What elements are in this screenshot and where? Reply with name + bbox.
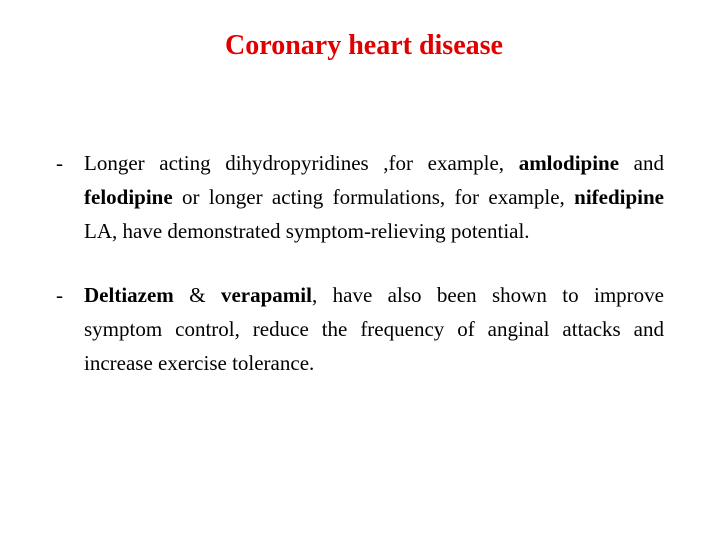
bullet-marker: -	[56, 283, 63, 307]
drug-name: verapamil	[220, 283, 312, 307]
text-segment: , have also been shown to improve symptom control, reduce the frequency of anginal attacks and increase exercise tolerance.	[84, 283, 664, 375]
bullet-marker: -	[56, 151, 63, 175]
text-segment: or longer acting formulations, for example,	[172, 185, 575, 209]
bullet-item	[56, 146, 664, 248]
drug-name: amlodipine	[518, 151, 620, 175]
drug-name: nifedipine	[574, 185, 664, 209]
drug-name: felodipine	[84, 185, 173, 209]
bullet-item	[56, 278, 664, 380]
text-segment: Longer acting dihydropyridines ,for example,	[84, 151, 519, 175]
drug-name: Deltiazem	[84, 283, 174, 307]
text-segment: LA, have demonstrated symptom-relieving potential.	[84, 219, 530, 243]
bullet-text	[84, 151, 664, 243]
bullet-list	[56, 146, 664, 380]
bullet-text	[84, 283, 664, 375]
slide-title: Coronary heart disease	[225, 30, 503, 61]
text-segment: and	[619, 151, 664, 175]
text-segment: &	[173, 283, 221, 307]
